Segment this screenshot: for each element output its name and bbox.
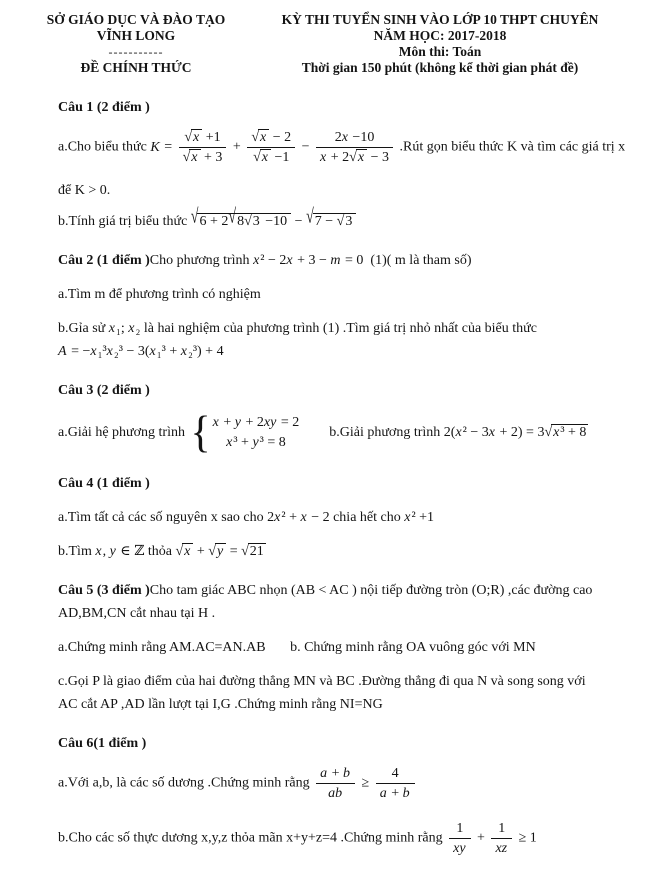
math-run: a + b [320,766,351,781]
fraction [376,765,415,802]
header-divider-dashes: ----------- [108,45,164,59]
fraction [316,765,355,802]
text-run: a.Giải hệ phương trình [58,425,189,441]
cau1a-line [58,129,634,166]
fraction [247,129,295,166]
math-run: + 3 [200,150,223,165]
math-run: 8 [237,214,245,229]
text-run: .Rút gọn biểu thức K và tìm các giá trị x [395,139,626,155]
math-run: ≥ 1 [515,830,537,846]
sqrt-radical [253,149,271,165]
cau1-heading [58,98,634,117]
text-run: AC cắt AP ,AD lần lượt tại I,G .Chứng minh rằng NI=NG [58,697,383,712]
fraction-numerator [449,820,470,839]
fraction-numerator [316,765,355,784]
text-run: c.Gọi P là giao điểm của hai đường thẳng MN và BC .Đường thẳng đi qua N và song song với [58,674,586,689]
radicand [356,149,367,165]
text-run: a.Cho biểu thức [58,139,151,155]
radicand [258,129,269,145]
math-run: x₁; x₂ [108,321,141,336]
sqrt-radical [241,543,266,559]
header-official-label: ĐỀ CHÍNH THỨC [80,60,192,75]
math-run: 1 [456,821,464,836]
header-subject: Môn thi: Toán [398,44,482,59]
sqrt-radical [175,543,193,559]
math-run: x [357,150,365,165]
text-run: AD,BM,CN cắt nhau tại H . [58,606,216,621]
math-run: x [261,150,268,165]
math-run: x³ + y³ = 8 [226,435,286,450]
system-brace: { [190,408,211,458]
math-run: x, y ∈ ℤ [95,544,145,559]
radical-sign: √ [228,206,236,229]
sqrt-radical [244,213,262,229]
math-run: x³ + 8 [553,425,587,441]
cau4a-line [58,508,634,527]
radical-sign: √ [182,150,190,165]
math-run: 21 [249,544,264,559]
radicand [197,206,291,229]
cau4b-line [58,542,634,561]
math-run: + [193,544,209,559]
text-run: để K > 0. [58,183,111,198]
radical-sign: √ [336,214,344,229]
cau2a-line [58,285,634,304]
math-run: x [260,130,267,145]
system-row [213,413,300,433]
text-run: b.Gỉa sử [58,321,109,336]
text-run: b.Tìm [58,544,96,559]
text-run: là hai nghiệm của phương trình (1) .Tìm giá trị nhỏ nhất của biểu thức [140,321,537,336]
bold-text-run: Câu 1 (2 điểm ) [58,100,150,115]
math-run: K = [150,139,176,155]
radical-sign: √ [241,544,248,559]
cau3ab-line [58,408,634,458]
sqrt-radical [251,129,269,145]
header-province: VĨNH LONG [96,28,176,43]
cau3-heading [58,381,634,400]
math-run: 4 [391,766,399,781]
text-run: a.Chứng minh rằng AM.AC=AN.AB b. Chứng minh rằng OA vuông góc với MN [58,640,536,655]
radicand [251,213,262,229]
bold-text-run: Câu 6(1 điểm ) [58,736,147,751]
fraction-numerator [316,129,393,148]
fraction-denominator [376,784,415,802]
header-left-block [30,12,242,76]
math-run: = [226,544,242,559]
radical-sign: √ [190,206,198,229]
fraction-denominator [316,784,355,802]
radicand [260,149,271,165]
fraction-numerator [491,820,512,839]
sqrt-radical [349,149,367,165]
text-run: Cho phương trình [149,253,254,268]
radicand [215,543,226,559]
fraction-denominator [491,839,512,857]
cau1a-line2 [58,181,634,200]
sqrt-radical [190,206,291,229]
math-run: A = −x₁³x₂³ − 3(x₁³ + x₂³) + 4 [58,344,224,359]
math-run: a + b [379,786,410,801]
math-run: x² +1 [404,510,435,525]
text-run: a.Tìm m để phương trình có nghiệm [58,287,261,302]
sqrt-radical [228,206,289,229]
sqrt-radical [544,424,588,440]
radicand [551,424,588,440]
header-exam-title: KỲ THI TUYỂN SINH VÀO LỚP 10 THPT CHUYÊN [281,12,599,27]
radical-sign: √ [306,206,313,229]
math-run: ab [328,786,343,801]
radical-sign: √ [208,544,215,559]
math-run: 3 [252,214,260,229]
radical-sign: √ [253,150,260,165]
math-run: +1 [202,130,221,145]
math-run: x [193,130,200,145]
cau6-heading [58,734,634,753]
math-run: y [216,544,224,559]
fraction [316,129,393,166]
sqrt-radical [337,213,355,229]
math-run: xz [495,841,508,856]
math-run: x [191,150,198,165]
fraction-numerator [376,765,415,784]
cau6a-line [58,765,634,802]
header-department: SỞ GIÁO DỤC VÀ ĐÀO TẠO [46,12,226,27]
sqrt-radical [183,149,201,165]
cau4-heading [58,474,634,493]
radicand [248,543,266,559]
sqrt-radical [208,543,226,559]
header-duration: Thời gian 150 phút (không kể thời gian phát đề) [301,60,579,75]
math-run: −10 [261,214,288,229]
system-rows [213,413,300,453]
text-run: thỏa [144,544,176,559]
math-run: ≥ [358,775,373,791]
header-right-block [242,12,638,76]
radicand [343,213,354,229]
fraction [179,129,227,166]
radical-sign: √ [184,130,192,145]
math-run: + [229,139,245,155]
math-run: x + y + 2xy = 2 [212,415,300,430]
fraction-denominator [179,148,227,166]
text-run: a.Với a,b, là các số dương .Chứng minh rằng [58,775,314,791]
radicand [189,149,200,165]
radicand [235,213,289,229]
fraction-denominator [247,148,295,166]
text-run: a.Tìm tất cả các số nguyên x sao cho [58,510,268,525]
system-row [226,433,286,453]
header-school-year: NĂM HỌC: 2017-2018 [373,28,507,43]
cau5-intro2 [58,604,634,623]
fraction [491,820,512,857]
cau6b-line [58,820,634,857]
radicand [182,543,193,559]
radical-sign: √ [251,130,259,145]
fraction-denominator [449,839,470,857]
fraction-numerator [179,129,227,148]
equation-system [190,408,300,458]
math-run: 7 − [314,214,337,229]
bold-text-run: Câu 5 (3 điểm ) [58,583,150,598]
radical-sign: √ [544,425,552,441]
cau2b-line [58,319,634,338]
math-run: 1 [498,821,506,836]
text-run: (1)( m là tham số) [363,253,472,268]
sqrt-radical [184,129,202,145]
math-run: − 3 [367,150,389,165]
math-run: 2x −10 [334,130,375,145]
math-run: xy [453,841,466,856]
math-run: 6 + 2 [199,214,229,229]
radical-sign: √ [349,150,356,165]
text-run: b.Giải phương trình [301,425,444,441]
bold-text-run: Câu 2 (1 điểm ) [58,253,150,268]
exam-body [0,76,662,857]
fraction [449,820,470,857]
bold-text-run: Câu 4 (1 điểm ) [58,476,150,491]
text-run: chia hết cho [329,510,405,525]
fraction-numerator [247,129,295,148]
math-run: 2x² + x − 2 [267,510,330,525]
radical-sign: √ [175,544,183,559]
text-run: b.Tính giá trị biểu thức [58,214,191,229]
cau5ab-line [58,638,634,657]
text-run: Cho tam giác ABC nhọn (AB < AC ) nội tiếp đường tròn (O;R) ,các đường cao [149,583,593,598]
cau2-heading [58,251,634,270]
exam-header [0,0,662,76]
math-run: 3 [345,214,353,229]
math-run: x + 2 [320,150,350,165]
math-run: − 2 [269,130,292,145]
bold-text-run: Câu 3 (2 điểm ) [58,383,150,398]
radical-sign: √ [244,214,251,229]
cau5c-line2 [58,695,634,714]
math-run: − [291,214,307,229]
math-run: − [298,139,314,155]
cau2b-expression [58,342,634,361]
math-run: −1 [270,150,290,165]
radicand [313,213,357,229]
sqrt-radical [306,206,356,229]
cau5-heading [58,581,634,600]
cau1b-line [58,206,634,231]
math-run: + [473,830,489,846]
text-run: b.Cho các số thực dương x,y,z thỏa mãn x+y+z=4 .Chứng minh rằng [58,830,447,846]
radicand [191,129,202,145]
math-run: 2(x² − 3x + 2) = 3 [443,425,545,441]
fraction-denominator [316,148,393,166]
cau5c-line1 [58,672,634,691]
math-run: x [184,544,191,559]
math-run: x² − 2x + 3 − m = 0 [253,253,364,268]
